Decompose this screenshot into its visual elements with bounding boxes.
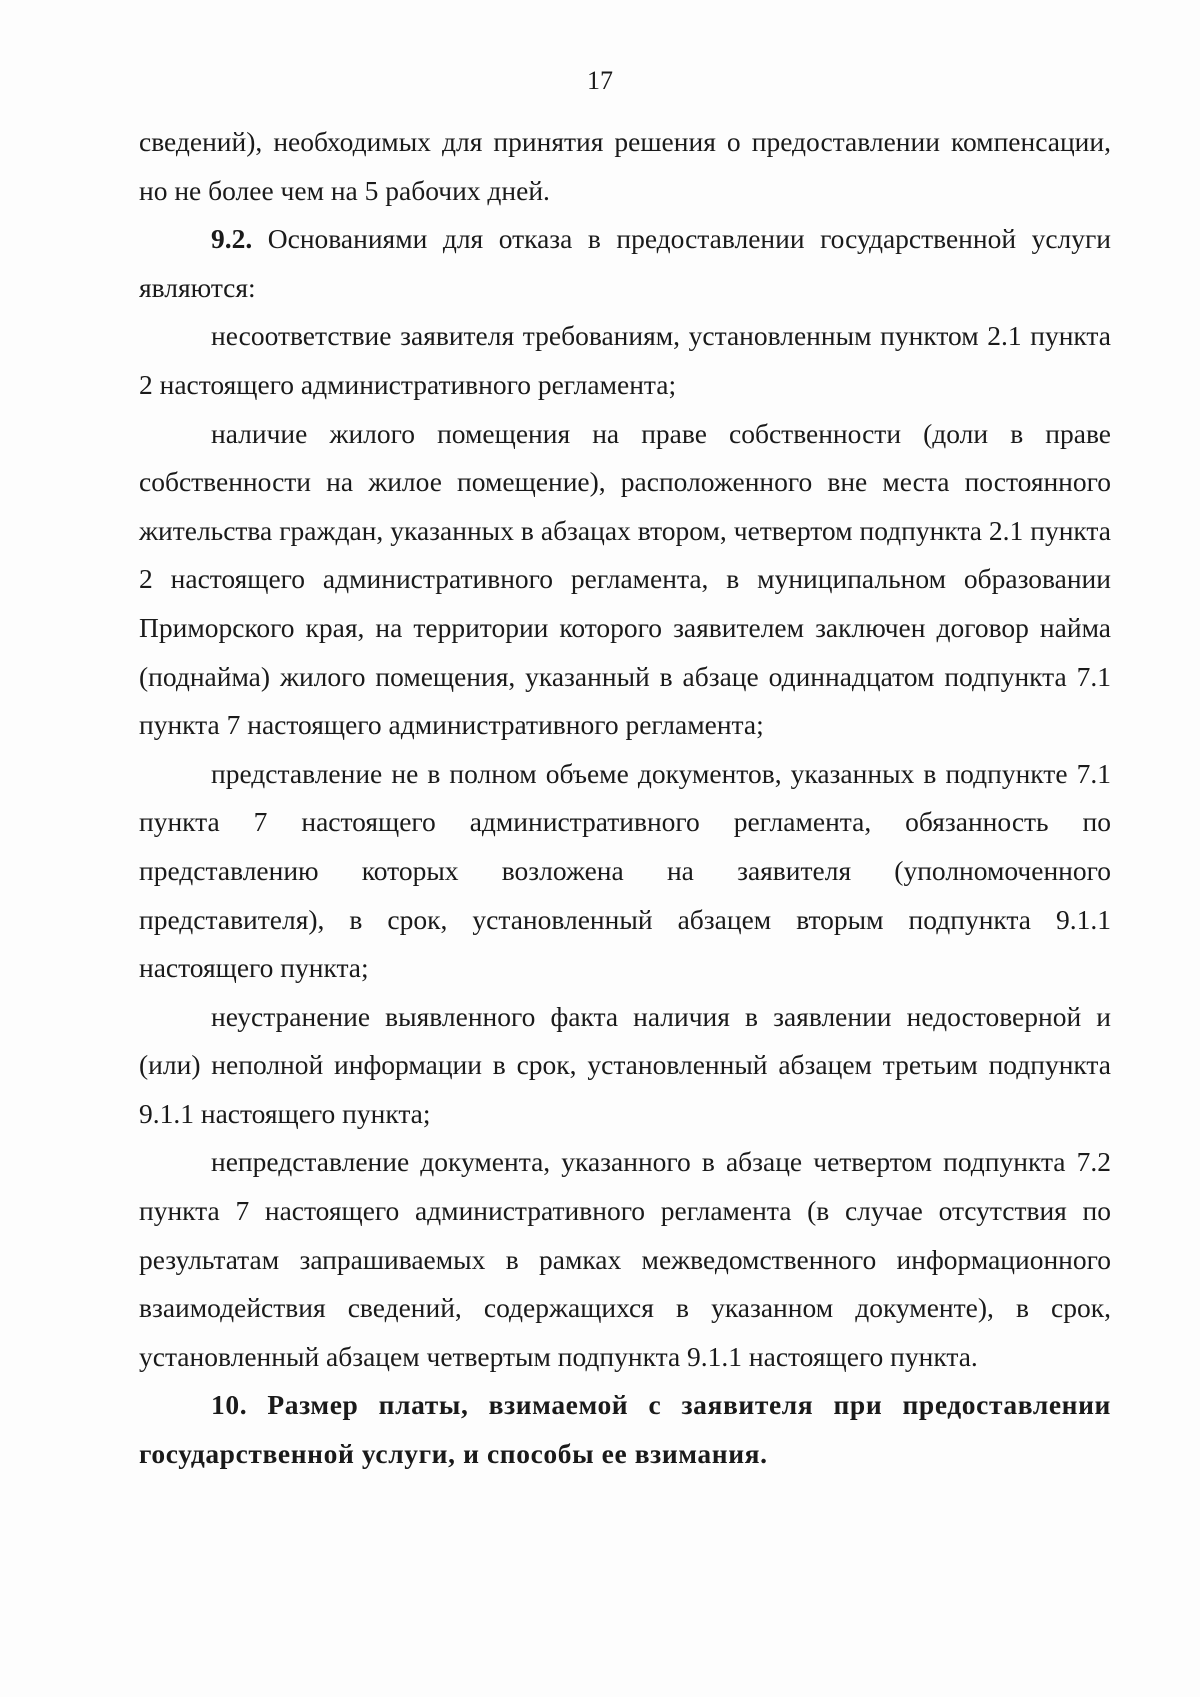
paragraph-continuation: сведений), необходимых для принятия решения о предоставлении компенсации, но не более чем на 5 рабочих дней.	[139, 126, 1111, 206]
paragraph-section-9-2	[139, 215, 1111, 312]
paragraph-item: несоответствие заявителя требованиям, установленным пунктом 2.1 пункта 2 настоящего административного регламента;	[139, 320, 1111, 400]
document-body	[139, 118, 1111, 1479]
paragraph-item: наличие жилого помещения на праве собственности (доли в праве собственности на жилое помещение), расположенного вне места постоянного жительства граждан, указанных в абзацах втором, четвертом подпункта 2.1 пункта 2 настоящего административного регламента, в муниципальном образовании Приморского края, на территории которого заявителем заключен договор найма (поднайма) жилого помещения, указанный в абзаце одиннадцатом подпункта 7.1 пункта 7 настоящего административного регламента;	[139, 417, 1111, 741]
paragraph-item: непредставление документа, указанного в абзаце четвертом подпункта 7.2 пункта 7 настоящего административного регламента (в случае отсутствия по результатам запрашиваемых в рамках межведомственного информационного взаимодействия сведений, содержащихся в указанном документе), в срок, установленный абзацем четвертым подпункта 9.1.1 настоящего пункта.	[139, 1146, 1111, 1372]
paragraph-item: неустранение выявленного факта наличия в заявлении недостоверной и (или) неполной информации в срок, установленный абзацем третьим подпункта 9.1.1 настоящего пункта;	[139, 1000, 1111, 1129]
page-number: 17	[587, 66, 613, 95]
section-heading-10: 10. Размер платы, взимаемой с заявителя при предоставлении государственной услуги, и способы ее взимания.	[139, 1389, 1111, 1470]
section-text: Основаниями для отказа в предоставлении государственной услуги являются:	[139, 223, 1111, 303]
section-number: 9.2.	[211, 223, 253, 255]
paragraph-item: представление не в полном объеме документов, указанных в подпункте 7.1 пункта 7 настоящего административного регламента, обязанность по представлению которых возложена на заявителя (уполномоченного представителя), в срок, установленный абзацем вторым подпункта 9.1.1 настоящего пункта;	[139, 757, 1111, 984]
